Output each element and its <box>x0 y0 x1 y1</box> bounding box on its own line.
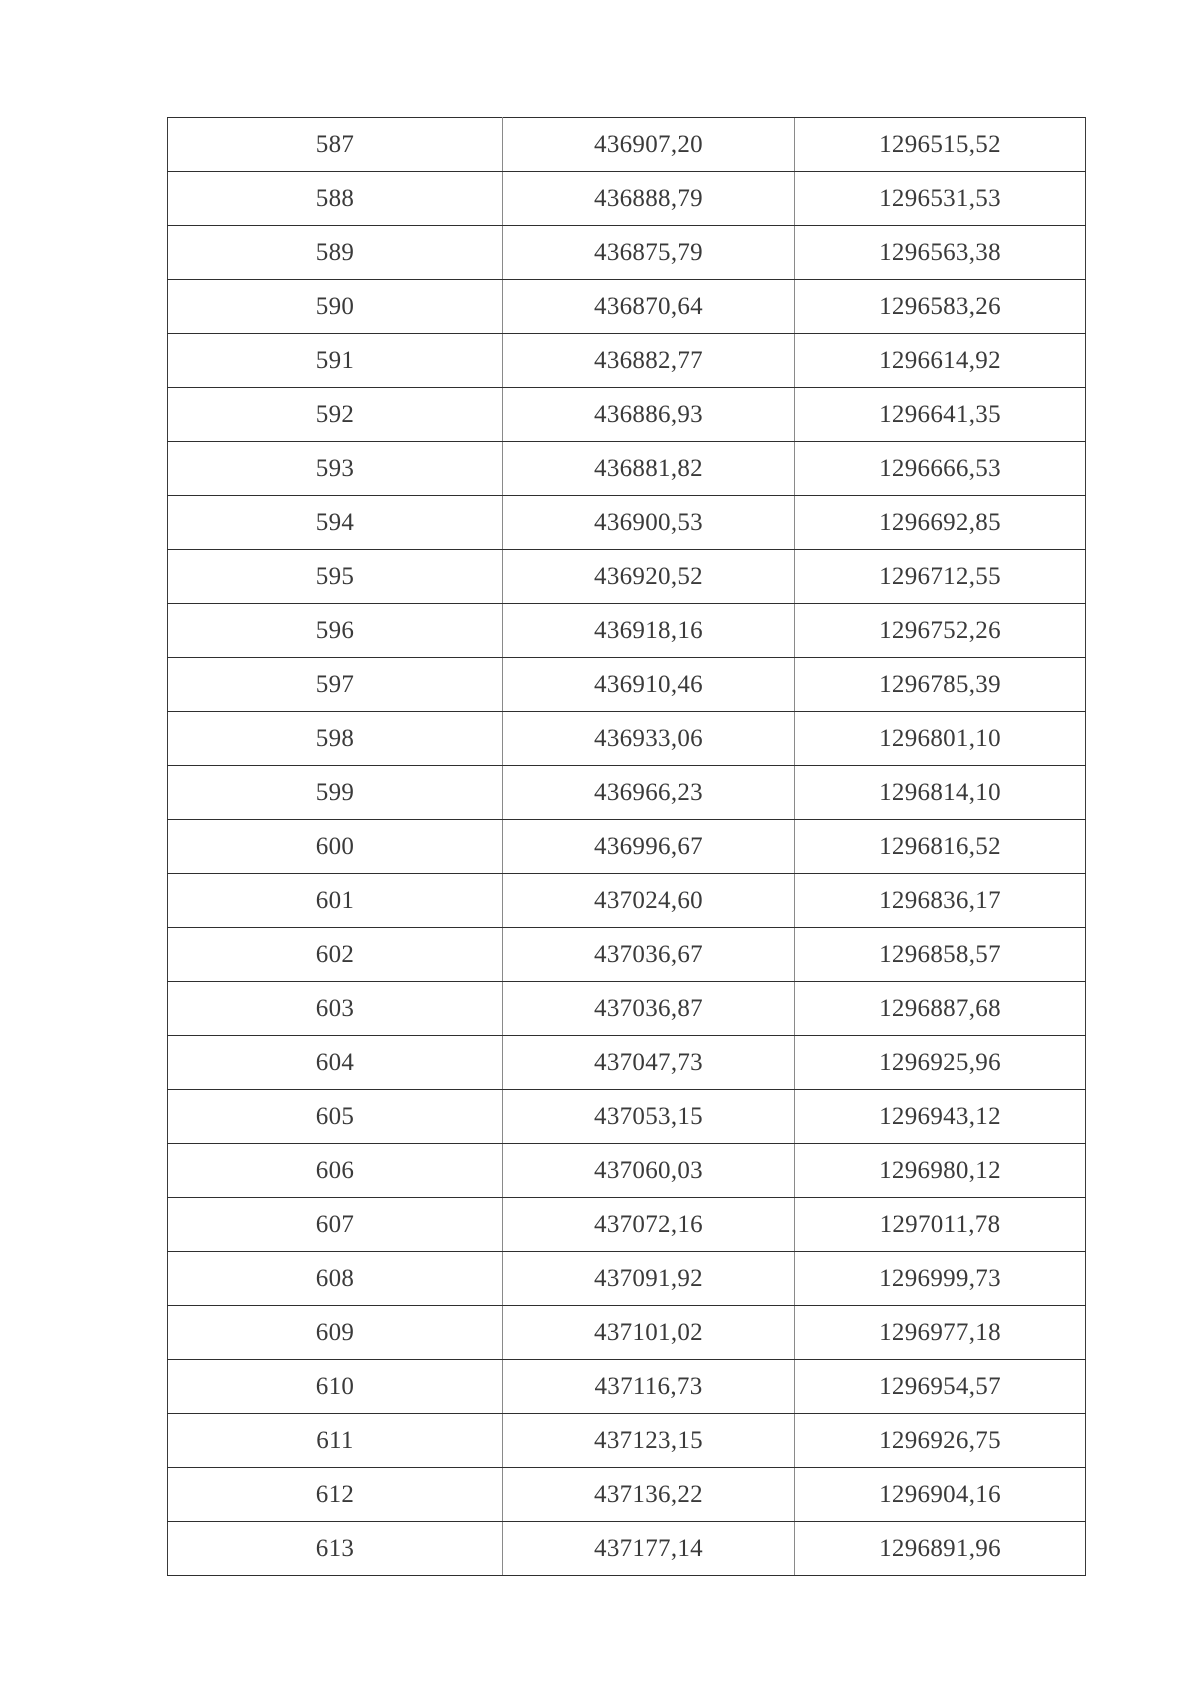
point-number-cell: 613 <box>168 1522 503 1576</box>
table-row <box>168 1090 1086 1144</box>
point-number-cell: 599 <box>168 766 503 820</box>
table-row <box>168 928 1086 982</box>
table-row <box>168 226 1086 280</box>
y-coordinate-cell: 1296583,26 <box>795 280 1086 334</box>
table-row <box>168 118 1086 172</box>
y-coordinate-cell: 1296925,96 <box>795 1036 1086 1090</box>
y-coordinate-cell: 1296954,57 <box>795 1360 1086 1414</box>
table-row <box>168 280 1086 334</box>
point-number-cell: 606 <box>168 1144 503 1198</box>
point-number-cell: 593 <box>168 442 503 496</box>
y-coordinate-cell: 1296816,52 <box>795 820 1086 874</box>
point-number-cell: 596 <box>168 604 503 658</box>
x-coordinate-cell: 436933,06 <box>503 712 795 766</box>
x-coordinate-cell: 436918,16 <box>503 604 795 658</box>
point-number-cell: 602 <box>168 928 503 982</box>
point-number-cell: 607 <box>168 1198 503 1252</box>
table-row <box>168 604 1086 658</box>
x-coordinate-cell: 436966,23 <box>503 766 795 820</box>
y-coordinate-cell: 1296836,17 <box>795 874 1086 928</box>
y-coordinate-cell: 1296641,35 <box>795 388 1086 442</box>
point-number-cell: 601 <box>168 874 503 928</box>
x-coordinate-cell: 436886,93 <box>503 388 795 442</box>
point-number-cell: 587 <box>168 118 503 172</box>
point-number-cell: 600 <box>168 820 503 874</box>
table-row <box>168 496 1086 550</box>
y-coordinate-cell: 1296904,16 <box>795 1468 1086 1522</box>
table-row <box>168 442 1086 496</box>
table-row <box>168 1360 1086 1414</box>
table-row <box>168 1036 1086 1090</box>
point-number-cell: 610 <box>168 1360 503 1414</box>
x-coordinate-cell: 437101,02 <box>503 1306 795 1360</box>
y-coordinate-cell: 1296531,53 <box>795 172 1086 226</box>
point-number-cell: 598 <box>168 712 503 766</box>
x-coordinate-cell: 437116,73 <box>503 1360 795 1414</box>
table-row <box>168 1522 1086 1576</box>
point-number-cell: 591 <box>168 334 503 388</box>
y-coordinate-cell: 1296887,68 <box>795 982 1086 1036</box>
x-coordinate-cell: 436875,79 <box>503 226 795 280</box>
point-number-cell: 604 <box>168 1036 503 1090</box>
x-coordinate-cell: 437036,67 <box>503 928 795 982</box>
coordinates-table-body <box>168 118 1086 1576</box>
point-number-cell: 592 <box>168 388 503 442</box>
point-number-cell: 588 <box>168 172 503 226</box>
table-row <box>168 388 1086 442</box>
y-coordinate-cell: 1296858,57 <box>795 928 1086 982</box>
table-row <box>168 766 1086 820</box>
y-coordinate-cell: 1296614,92 <box>795 334 1086 388</box>
x-coordinate-cell: 436907,20 <box>503 118 795 172</box>
table-row <box>168 1414 1086 1468</box>
table-row <box>168 1198 1086 1252</box>
table-row <box>168 982 1086 1036</box>
x-coordinate-cell: 436882,77 <box>503 334 795 388</box>
x-coordinate-cell: 437072,16 <box>503 1198 795 1252</box>
table-row <box>168 334 1086 388</box>
y-coordinate-cell: 1296999,73 <box>795 1252 1086 1306</box>
table-row <box>168 1144 1086 1198</box>
x-coordinate-cell: 437177,14 <box>503 1522 795 1576</box>
table-row <box>168 172 1086 226</box>
y-coordinate-cell: 1296814,10 <box>795 766 1086 820</box>
point-number-cell: 608 <box>168 1252 503 1306</box>
point-number-cell: 590 <box>168 280 503 334</box>
x-coordinate-cell: 437047,73 <box>503 1036 795 1090</box>
x-coordinate-cell: 436888,79 <box>503 172 795 226</box>
y-coordinate-cell: 1296926,75 <box>795 1414 1086 1468</box>
x-coordinate-cell: 437123,15 <box>503 1414 795 1468</box>
y-coordinate-cell: 1296712,55 <box>795 550 1086 604</box>
x-coordinate-cell: 437036,87 <box>503 982 795 1036</box>
table-row <box>168 658 1086 712</box>
table-row <box>168 820 1086 874</box>
y-coordinate-cell: 1296943,12 <box>795 1090 1086 1144</box>
y-coordinate-cell: 1296666,53 <box>795 442 1086 496</box>
y-coordinate-cell: 1297011,78 <box>795 1198 1086 1252</box>
y-coordinate-cell: 1296692,85 <box>795 496 1086 550</box>
x-coordinate-cell: 436900,53 <box>503 496 795 550</box>
x-coordinate-cell: 436996,67 <box>503 820 795 874</box>
x-coordinate-cell: 437136,22 <box>503 1468 795 1522</box>
coordinates-table <box>167 117 1086 1576</box>
y-coordinate-cell: 1296891,96 <box>795 1522 1086 1576</box>
point-number-cell: 612 <box>168 1468 503 1522</box>
table-row <box>168 1252 1086 1306</box>
x-coordinate-cell: 437053,15 <box>503 1090 795 1144</box>
point-number-cell: 589 <box>168 226 503 280</box>
table-row <box>168 550 1086 604</box>
y-coordinate-cell: 1296515,52 <box>795 118 1086 172</box>
y-coordinate-cell: 1296801,10 <box>795 712 1086 766</box>
point-number-cell: 595 <box>168 550 503 604</box>
x-coordinate-cell: 437024,60 <box>503 874 795 928</box>
x-coordinate-cell: 437091,92 <box>503 1252 795 1306</box>
point-number-cell: 603 <box>168 982 503 1036</box>
table-row <box>168 874 1086 928</box>
table-row <box>168 1468 1086 1522</box>
point-number-cell: 609 <box>168 1306 503 1360</box>
point-number-cell: 597 <box>168 658 503 712</box>
x-coordinate-cell: 436920,52 <box>503 550 795 604</box>
x-coordinate-cell: 436881,82 <box>503 442 795 496</box>
y-coordinate-cell: 1296980,12 <box>795 1144 1086 1198</box>
table-row <box>168 1306 1086 1360</box>
x-coordinate-cell: 437060,03 <box>503 1144 795 1198</box>
table-row <box>168 712 1086 766</box>
x-coordinate-cell: 436870,64 <box>503 280 795 334</box>
point-number-cell: 611 <box>168 1414 503 1468</box>
y-coordinate-cell: 1296752,26 <box>795 604 1086 658</box>
point-number-cell: 594 <box>168 496 503 550</box>
point-number-cell: 605 <box>168 1090 503 1144</box>
y-coordinate-cell: 1296977,18 <box>795 1306 1086 1360</box>
x-coordinate-cell: 436910,46 <box>503 658 795 712</box>
y-coordinate-cell: 1296785,39 <box>795 658 1086 712</box>
y-coordinate-cell: 1296563,38 <box>795 226 1086 280</box>
